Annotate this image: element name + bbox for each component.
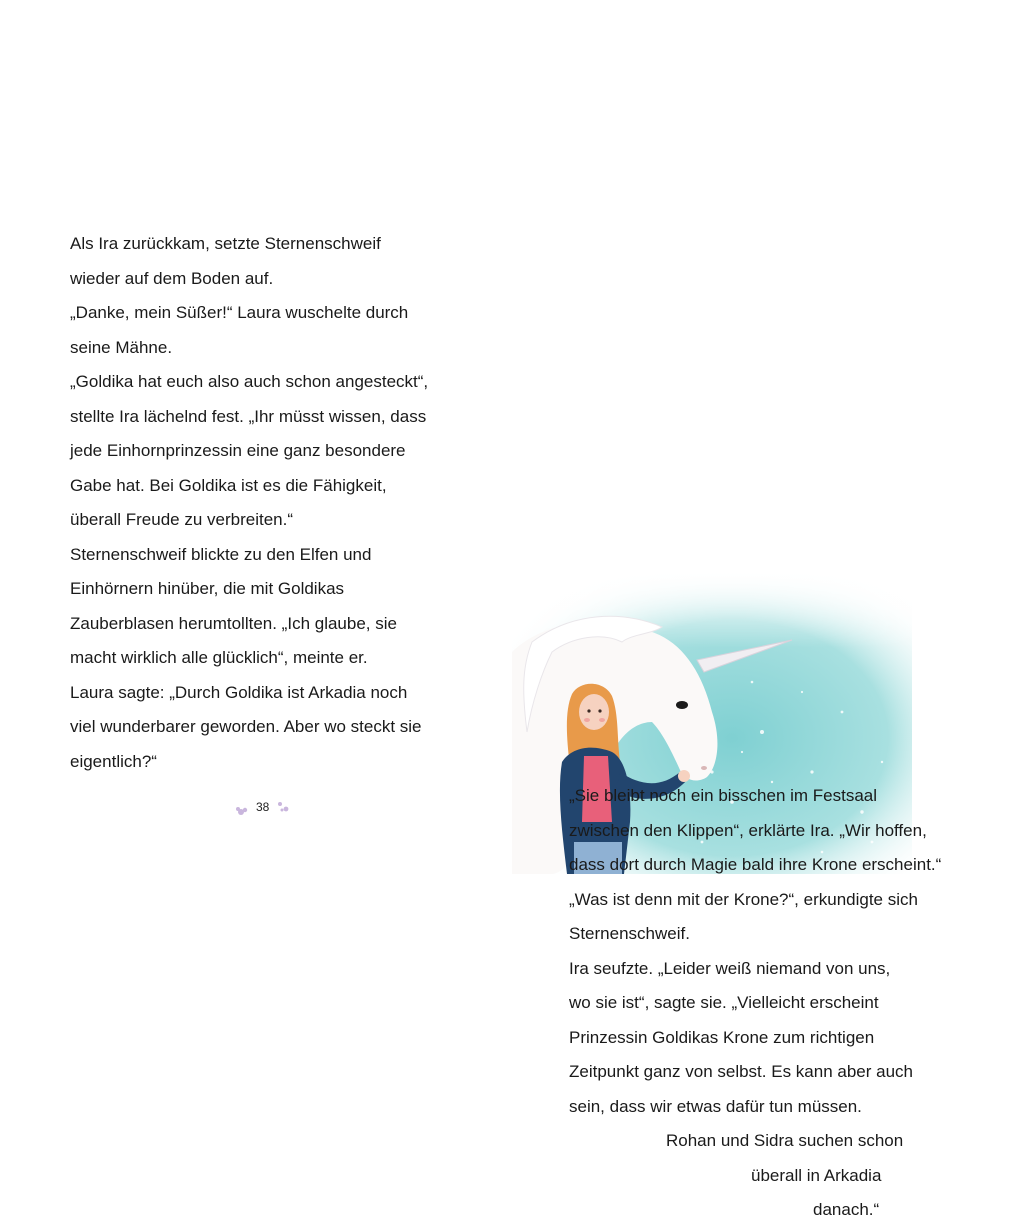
right-text-line: Ira seufzte. „Leider weiß niemand von uns,	[569, 958, 891, 978]
left-text-line: Gabe hat. Bei Goldika ist es die Fähigkeit,	[70, 475, 387, 495]
right-text-line: Sternenschweif.	[569, 924, 690, 943]
right-text-line: Prinzessin Goldikas Krone zum richtigen	[569, 1027, 875, 1047]
left-text-line: eigentlich?“	[70, 751, 157, 771]
right-text-line: „Was ist denn mit der Krone?“, erkundigte sich	[569, 889, 918, 909]
right-text-line: „Sie bleibt noch ein bisschen im Festsaal	[569, 786, 878, 805]
page-number: 38	[256, 800, 270, 814]
right-text-line: wo sie ist“, sagte sie. „Vielleicht erscheint	[569, 993, 879, 1012]
left-text-line: „Danke, mein Süßer!“ Laura wuschelte durch	[70, 303, 409, 322]
right-text-line-indented: überall in Arkadia	[751, 1165, 882, 1185]
left-text-line: viel wunderbarer geworden. Aber wo steckt sie	[70, 717, 422, 736]
right-text-line-indented: danach.“	[813, 1200, 880, 1219]
left-text-line: überall Freude zu verbreiten.“	[70, 510, 294, 529]
left-text-line: seine Mähne.	[70, 337, 173, 357]
left-page	[70, 227, 490, 779]
left-text-line: stellte Ira lächelnd fest. „Ihr müsst wissen, dass	[70, 406, 427, 426]
right-text-line: sein, dass wir etwas dafür tun müssen.	[569, 1096, 862, 1116]
left-text-line: wieder auf dem Boden auf.	[70, 268, 274, 288]
right-page	[569, 779, 969, 1228]
right-text-line-indented: Rohan und Sidra suchen schon	[666, 1131, 904, 1150]
left-text-line: Zauberblasen herumtollten. „Ich glaube, sie	[70, 613, 397, 633]
right-text-line: zwischen den Klippen“, erklärte Ira. „Wir hoffen,	[569, 820, 927, 840]
left-text-line: jede Einhornprinzessin eine ganz besondere	[70, 441, 406, 460]
left-text-line: macht wirklich alle glücklich“, meinte er.	[70, 648, 368, 667]
left-text-line: Sternenschweif blickte zu den Elfen und	[70, 544, 372, 564]
left-text-line: „Goldika hat euch also auch schon angesteckt“,	[70, 372, 429, 391]
right-text-line: dass dort durch Magie bald ihre Krone erscheint.“	[569, 855, 942, 874]
page-number-folio	[232, 798, 292, 820]
left-text-line: Als Ira zurückkam, setzte Sternenschweif	[70, 234, 381, 253]
right-text-line: Zeitpunkt ganz von selbst. Es kann aber auch	[569, 1062, 913, 1081]
left-text-line: Laura sagte: „Durch Goldika ist Arkadia noch	[70, 682, 408, 702]
left-text-line: Einhörnern hinüber, die mit Goldikas	[70, 579, 345, 598]
